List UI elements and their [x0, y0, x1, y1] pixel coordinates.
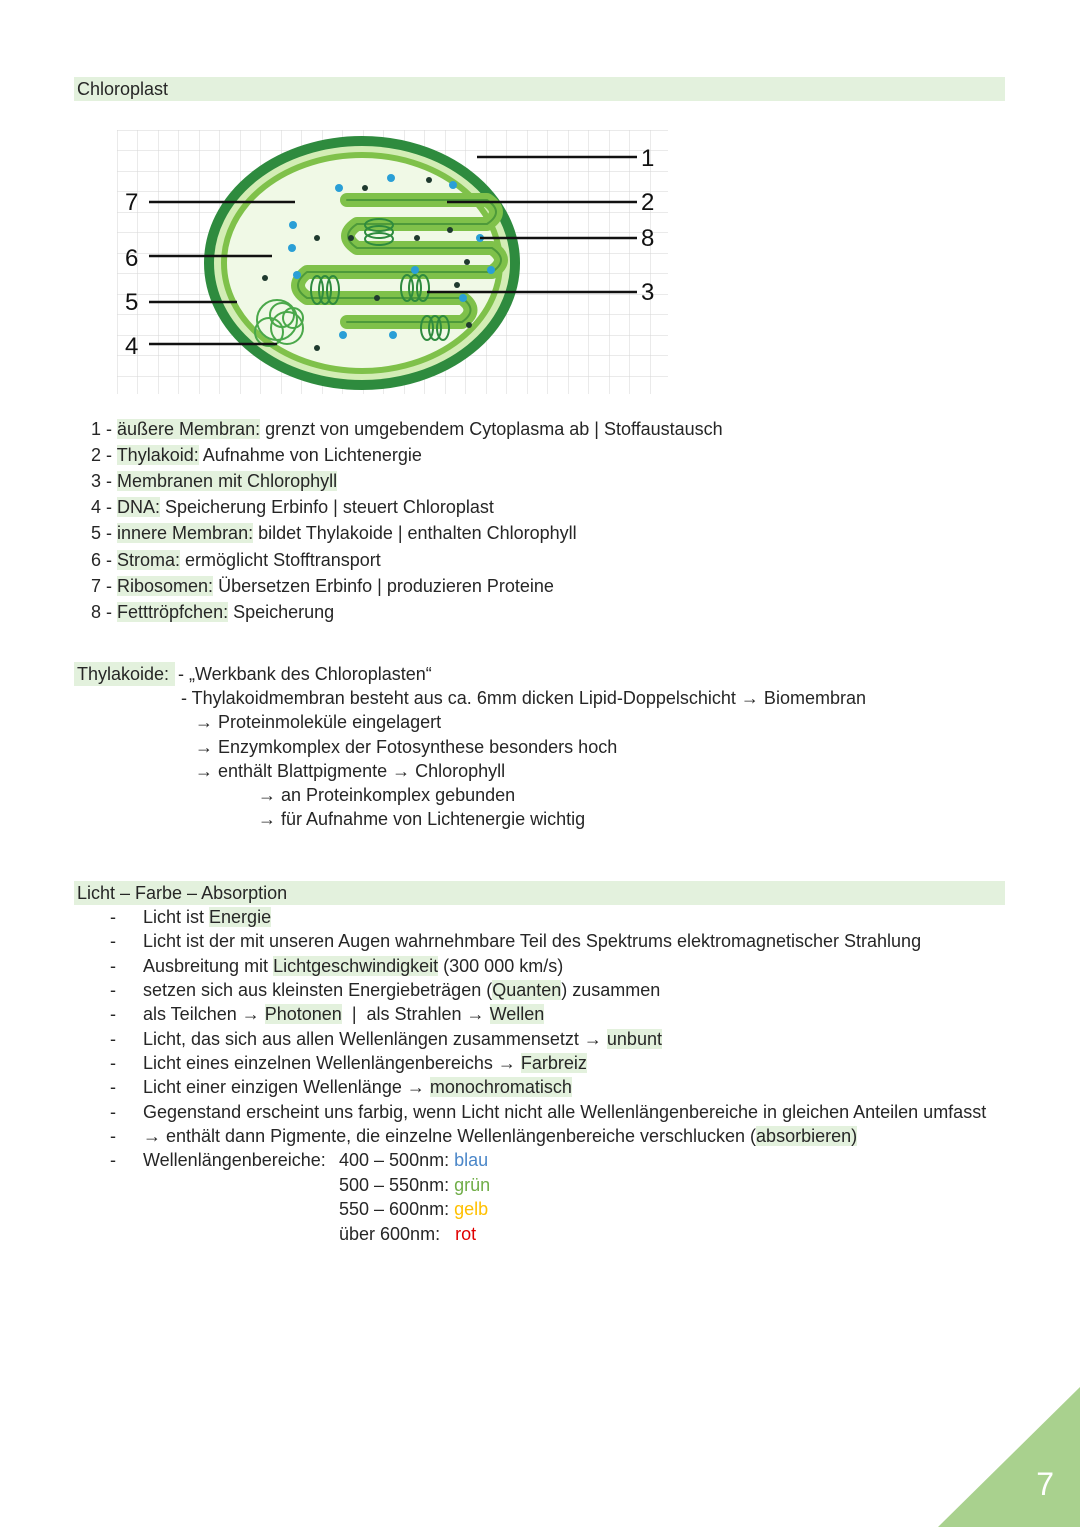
diagram-label-4: 4: [125, 333, 139, 360]
licht-item: Ausbreitung mit Lichtgeschwindigkeit (300 000 km/s): [143, 956, 564, 976]
diagram-label-3: 3: [641, 279, 655, 306]
page-corner-triangle: [938, 1387, 1080, 1527]
thylakoide-label: Thylakoide:: [74, 662, 175, 686]
legend-item: 5 - innere Membran: bildet Thylakoide | enthalten Chlorophyll: [91, 523, 577, 543]
licht-item: Licht, das sich aus allen Wellenlängen zusammensetzt → unbunt: [143, 1029, 662, 1049]
thylakoide-line: → für Aufnahme von Lichtenergie wichtig: [258, 809, 586, 829]
inner-membrane: [224, 155, 500, 371]
section-title-chloroplast: Chloroplast: [74, 77, 1005, 101]
legend-item: 4 - DNA: Speicherung Erbinfo | steuert Chloroplast: [91, 497, 494, 517]
bullet-dash: -: [110, 1102, 116, 1122]
thylakoide-line: → an Proteinkomplex gebunden: [258, 785, 516, 805]
diagram-label-8: 8: [641, 225, 655, 252]
diagram-label-2: 2: [641, 189, 655, 216]
licht-item: Wellenlängenbereiche:: [143, 1150, 326, 1170]
bullet-dash: -: [110, 956, 116, 976]
legend-item: 7 - Ribosomen: Übersetzen Erbinfo | produzieren Proteine: [91, 576, 554, 596]
thylakoide-line: → Enzymkomplex der Fotosynthese besonders hoch: [195, 737, 618, 757]
legend-item: 2 - Thylakoid: Aufnahme von Lichtenergie: [91, 445, 422, 465]
legend-item: 3 - Membranen mit Chlorophyll: [91, 471, 338, 491]
licht-item: Licht ist der mit unseren Augen wahrnehmbare Teil des Spektrums elektromagnetischer Strahlung: [143, 931, 922, 951]
legend-item: 6 - Stroma: ermöglicht Stofftransport: [91, 550, 381, 570]
wavelength-row: 400 – 500nm: blau: [339, 1150, 489, 1170]
thylakoide-line: - Thylakoidmembran besteht aus ca. 6mm dicken Lipid-Doppelschicht → Biomembran: [181, 688, 866, 708]
thylakoide-line: → Proteinmoleküle eingelagert: [195, 712, 442, 732]
licht-item: setzen sich aus kleinsten Energiebeträgen (Quanten) zusammen: [143, 980, 661, 1000]
legend-item: 8 - Fetttröpfchen: Speicherung: [91, 602, 335, 622]
wavelength-row: 550 – 600nm: gelb: [339, 1199, 489, 1219]
thylakoide-line: - „Werkbank des Chloroplasten“: [178, 664, 432, 684]
bullet-dash: -: [110, 1029, 116, 1049]
diagram-label-1: 1: [641, 145, 655, 172]
page-number: 7: [1036, 1466, 1054, 1502]
licht-item: Gegenstand erscheint uns farbig, wenn Licht nicht alle Wellenlängenbereiche in gleichen Anteilen umfasst: [143, 1102, 987, 1122]
chloroplast-diagram: [117, 130, 668, 394]
licht-item: Licht einer einzigen Wellenlänge → monochromatisch: [143, 1077, 572, 1097]
bullet-dash: -: [110, 1077, 116, 1097]
diagram-label-5: 5: [125, 289, 139, 316]
bullet-dash: -: [110, 1053, 116, 1073]
licht-item: Licht eines einzelnen Wellenlängenbereichs → Farbreiz: [143, 1053, 587, 1073]
wavelength-row: über 600nm: rot: [339, 1224, 477, 1244]
bullet-dash: -: [110, 907, 116, 927]
bullet-dash: -: [110, 1126, 116, 1146]
licht-item: → enthält dann Pigmente, die einzelne Wellenlängenbereiche verschlucken (absorbieren): [143, 1126, 858, 1146]
licht-item: als Teilchen → Photonen | als Strahlen → Wellen: [143, 1004, 545, 1024]
legend-item: 1 - äußere Membran: grenzt von umgebendem Cytoplasma ab | Stoffaustausch: [91, 419, 723, 439]
diagram-label-6: 6: [125, 245, 139, 272]
bullet-dash: -: [110, 1004, 116, 1024]
thylakoide-line: → enthält Blattpigmente → Chlorophyll: [195, 761, 506, 781]
wavelength-row: 500 – 550nm: grün: [339, 1175, 491, 1195]
licht-item: Licht ist Energie: [143, 907, 272, 927]
bullet-dash: -: [110, 1150, 116, 1170]
section-title-licht: Licht – Farbe – Absorption: [74, 881, 1005, 905]
bullet-dash: -: [110, 931, 116, 951]
bullet-dash: -: [110, 980, 116, 1000]
diagram-label-7: 7: [125, 189, 139, 216]
